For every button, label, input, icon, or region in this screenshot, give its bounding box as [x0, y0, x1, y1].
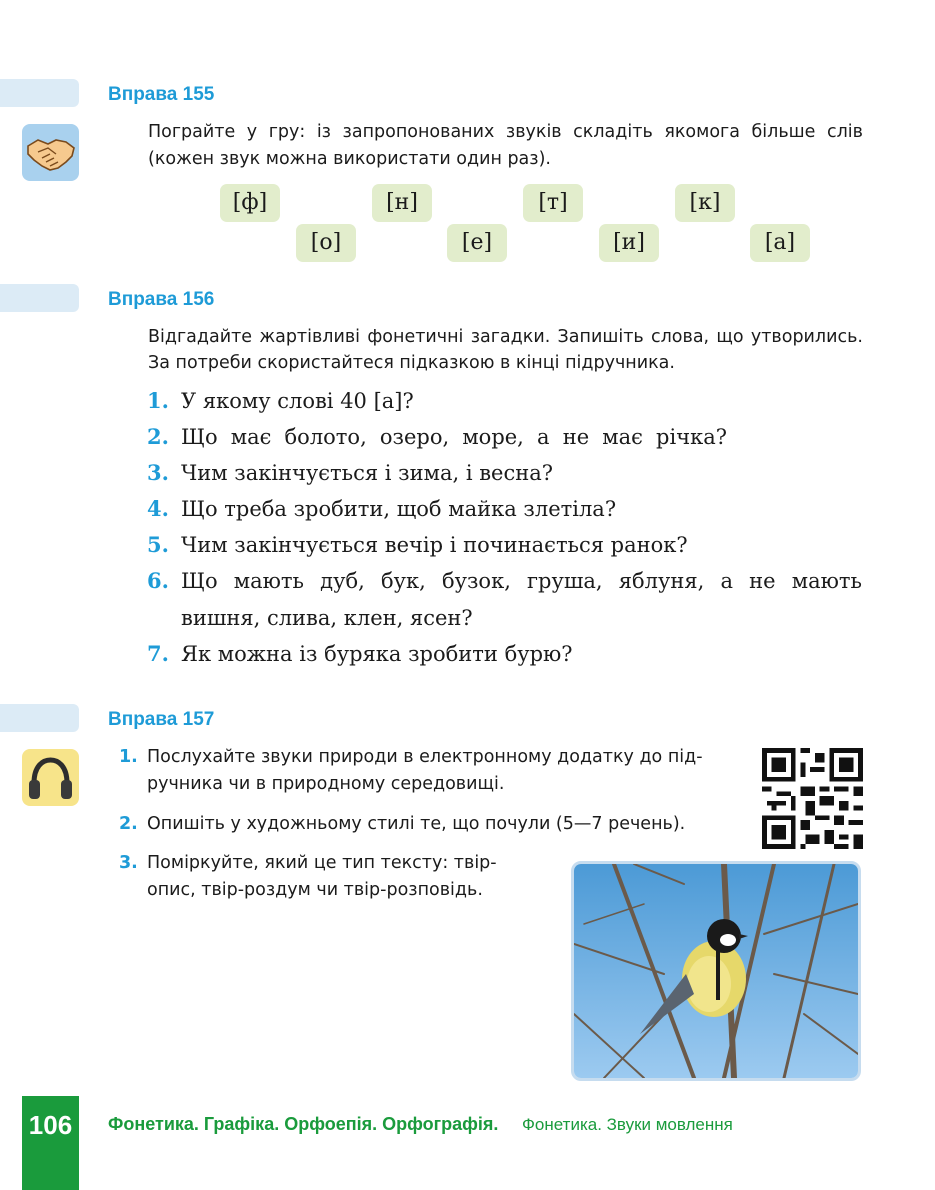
riddle-text: Що мають дуб, бук, бузок, груша, яблуня, а не мають: [181, 569, 862, 593]
task-number: 2.: [119, 814, 138, 834]
sound-card: [а]: [750, 224, 810, 262]
riddle-text: вишня, слива, клен, ясен?: [181, 606, 473, 630]
sound-card: [е]: [447, 224, 507, 262]
riddle-number: 1.: [147, 388, 169, 413]
riddle-text: У якому слові 40 [а]?: [181, 389, 414, 413]
task-text: Поміркуйте, який це тип тексту: твір-: [147, 853, 497, 873]
sound-card: [т]: [523, 184, 583, 222]
page-number: 106: [28, 1110, 73, 1140]
task-text: Послухайте звуки природи в електронному додатку до під-: [147, 747, 703, 767]
exercise-156-instruction-line2: За потреби скористайтеся підказкою в кінці підручника.: [148, 353, 675, 373]
sound-card: [ф]: [220, 184, 280, 222]
exercise-title-157: Вправа 157: [108, 709, 215, 730]
exercise-155-instruction-line2: (кожен звук можна використати один раз).: [148, 149, 551, 169]
task-text: ручника чи в природному середовищі.: [147, 774, 505, 794]
riddle-number: 4.: [147, 496, 169, 521]
section-tab-156: [0, 284, 79, 312]
exercise-156-instruction-line1: Відгадайте жартівливі фонетичні загадки. Запишіть слова, що утворились.: [148, 327, 863, 347]
section-tab-155: [0, 79, 79, 107]
handshake-icon: [22, 124, 79, 181]
task-item: [119, 811, 734, 838]
sound-card: [к]: [675, 184, 735, 222]
exercise-title-155: Вправа 155: [108, 84, 215, 105]
exercise-155-instruction-line1: Пограйте у гру: із запропонованих звуків складіть якомога більше слів: [148, 122, 863, 142]
task-item: [119, 744, 734, 798]
exercise-title-156: Вправа 156: [108, 289, 215, 310]
riddle-text: Що має болото, озеро, море, а не має річка?: [181, 425, 727, 449]
riddle-item: [147, 419, 727, 455]
task-item: [119, 850, 549, 904]
task-number: 1.: [119, 747, 138, 767]
riddle-text: Чим закінчується вечір і починається ранок?: [181, 533, 688, 557]
riddle-number: 7.: [147, 641, 169, 666]
sound-card: [о]: [296, 224, 356, 262]
riddle-item: [147, 383, 862, 419]
riddle-number: 5.: [147, 532, 169, 557]
riddle-text: Що треба зробити, щоб майка злетіла?: [181, 497, 617, 521]
headphones-icon: [22, 749, 79, 806]
riddle-number: 2.: [147, 424, 169, 449]
footer-section-title: Фонетика. Графіка. Орфоепія. Орфографія.: [108, 1114, 499, 1134]
task-text: опис, твір-роздум чи твір-розповідь.: [147, 880, 483, 900]
section-tab-157: [0, 704, 79, 732]
task-number: 3.: [119, 853, 138, 873]
riddle-item: [147, 563, 862, 599]
riddle-item: [147, 455, 862, 491]
bird-photo: [571, 861, 861, 1081]
riddle-number: 6.: [147, 568, 169, 593]
task-text: Опишіть у художньому стилі те, що почули (5—7 речень).: [147, 814, 686, 834]
sound-card: [и]: [599, 224, 659, 262]
riddle-item: [147, 636, 862, 672]
riddle-item: [147, 491, 862, 527]
sound-card: [н]: [372, 184, 432, 222]
riddle-number: 3.: [147, 460, 169, 485]
riddle-text: Як можна із буряка зробити бурю?: [181, 642, 573, 666]
riddle-text: Чим закінчується і зима, і весна?: [181, 461, 554, 485]
footer-subsection-title: Фонетика. Звуки мовлення: [522, 1115, 733, 1134]
riddle-item-continuation: [147, 600, 862, 636]
riddle-item: [147, 527, 862, 563]
qr-code[interactable]: [762, 748, 863, 849]
